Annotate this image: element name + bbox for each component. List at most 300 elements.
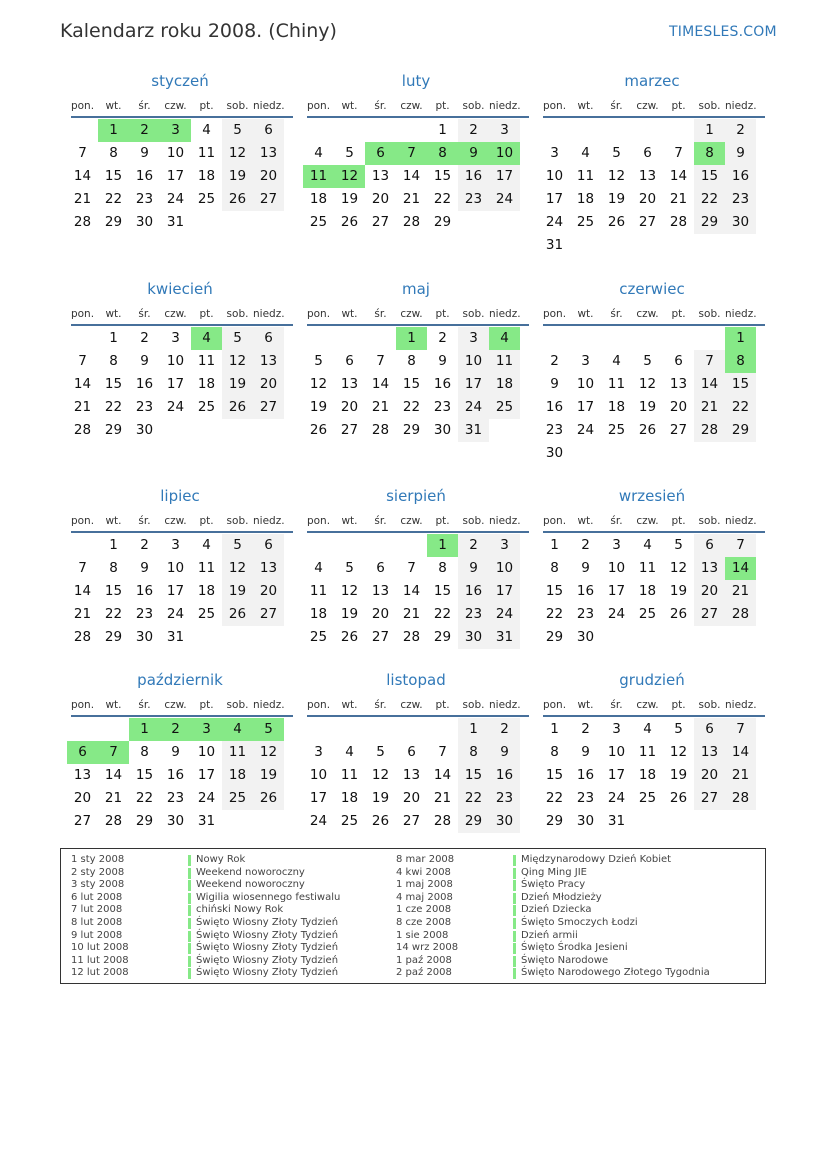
legend-holiday-name: Weekend noworoczny (196, 866, 305, 878)
day-cell: 26 (309, 422, 328, 438)
header-rule (307, 116, 529, 118)
weekday-header: pon. (306, 100, 331, 112)
day-cell: 8 (109, 560, 118, 576)
day-cell: 14 (433, 767, 452, 783)
header-rule (543, 715, 765, 717)
day-cell: 22 (104, 399, 123, 415)
day-cell: 25 (309, 214, 328, 230)
day-cell: 22 (104, 606, 123, 622)
day-cell: 22 (545, 606, 564, 622)
day-cell: 12 (371, 767, 390, 783)
legend-holiday-name: Dzień Młodzieży (521, 891, 602, 903)
weekday-header: niedz. (489, 699, 521, 711)
day-cell: 7 (674, 145, 683, 161)
weekday-header: niedz. (489, 515, 521, 527)
legend-marker (188, 968, 191, 979)
header-rule (71, 116, 293, 118)
day-cell: 29 (104, 214, 123, 230)
month-name: marzec (624, 72, 680, 90)
weekday-header: sob. (226, 308, 249, 320)
day-cell: 7 (438, 744, 447, 760)
day-cell: 13 (253, 350, 284, 373)
day-cell: 28 (402, 214, 421, 230)
weekday-header: wt. (577, 100, 594, 112)
day-cell: 30 (166, 813, 185, 829)
day-cell: 6 (376, 560, 385, 576)
day-cell: 19 (340, 606, 359, 622)
day-cell: 9 (581, 560, 590, 576)
day-cell: 5 (314, 353, 323, 369)
day-cell: 9 (438, 353, 447, 369)
header-rule (307, 715, 529, 717)
legend-holiday-name: Święto Pracy (521, 879, 586, 891)
weekday-header: śr. (610, 308, 623, 320)
day-cell: 18 (197, 168, 216, 184)
day-cell: 2 (438, 330, 447, 346)
day-cell: 1 (109, 537, 118, 553)
legend-date: 2 paź 2008 (396, 967, 452, 979)
month-name: lipiec (160, 487, 200, 505)
day-cell: 30 (545, 445, 564, 461)
day-cell: 27 (402, 813, 421, 829)
legend-date: 1 maj 2008 (396, 879, 453, 891)
holiday-day-cell: 12 (334, 165, 365, 188)
day-cell: 17 (309, 790, 328, 806)
day-cell: 13 (253, 142, 284, 165)
holiday-day-cell: 1 (129, 718, 160, 741)
day-cell: 26 (607, 214, 626, 230)
day-cell: 31 (489, 626, 520, 649)
day-cell: 4 (345, 744, 354, 760)
legend-holiday-name: Święto Wiosny Złoty Tydzień (196, 967, 339, 979)
day-cell: 14 (73, 376, 92, 392)
day-cell: 27 (371, 214, 390, 230)
day-cell: 8 (407, 353, 416, 369)
day-cell: 24 (489, 188, 520, 211)
day-cell: 12 (309, 376, 328, 392)
day-cell: 20 (669, 399, 688, 415)
day-cell: 20 (371, 191, 390, 207)
legend-date: 12 lut 2008 (71, 967, 129, 979)
holiday-day-cell: 6 (67, 741, 98, 764)
weekday-header: czw. (164, 100, 187, 112)
day-cell: 24 (197, 790, 216, 806)
day-cell: 17 (489, 165, 520, 188)
day-cell: 21 (669, 191, 688, 207)
month-name: listopad (386, 671, 446, 689)
day-cell: 21 (73, 191, 92, 207)
day-cell: 30 (433, 422, 452, 438)
day-cell: 21 (73, 606, 92, 622)
weekday-header: niedz. (253, 515, 285, 527)
day-cell: 1 (550, 537, 559, 553)
day-cell: 10 (166, 145, 185, 161)
legend-date: 6 lut 2008 (71, 891, 123, 903)
legend-holiday-name: Dzień armii (521, 929, 578, 941)
day-cell: 5 (376, 744, 385, 760)
legend-marker (513, 918, 516, 929)
holiday-day-cell: 8 (427, 142, 458, 165)
day-cell: 18 (576, 191, 595, 207)
day-cell: 8 (140, 744, 149, 760)
day-cell: 20 (253, 580, 284, 603)
day-cell: 20 (402, 790, 421, 806)
day-cell: 18 (309, 606, 328, 622)
day-cell: 9 (458, 557, 489, 580)
weekday-header: śr. (374, 308, 387, 320)
day-cell: 25 (197, 399, 216, 415)
day-cell: 25 (638, 790, 657, 806)
day-cell: 13 (371, 583, 390, 599)
day-cell: 18 (638, 767, 657, 783)
day-cell: 18 (197, 583, 216, 599)
day-cell: 10 (166, 353, 185, 369)
day-cell: 28 (694, 419, 725, 442)
day-cell: 6 (694, 534, 725, 557)
day-cell: 10 (489, 557, 520, 580)
day-cell: 7 (78, 145, 87, 161)
day-cell: 12 (669, 744, 688, 760)
day-cell: 31 (166, 629, 185, 645)
day-cell: 22 (545, 790, 564, 806)
day-cell: 19 (669, 767, 688, 783)
day-cell: 10 (458, 350, 489, 373)
day-cell: 6 (674, 353, 683, 369)
day-cell: 30 (576, 813, 595, 829)
day-cell: 12 (253, 741, 284, 764)
legend-holiday-name: Święto Narodowe (521, 954, 609, 966)
weekday-header: pon. (70, 699, 95, 711)
day-cell: 19 (222, 165, 253, 188)
day-cell: 29 (458, 810, 489, 833)
day-cell: 12 (222, 350, 253, 373)
day-cell: 6 (407, 744, 416, 760)
day-cell: 4 (314, 560, 323, 576)
day-cell: 5 (612, 145, 621, 161)
day-cell: 9 (140, 145, 149, 161)
legend-holiday-name: Święto Narodowego Złotego Tygodnia (521, 967, 710, 979)
day-cell: 17 (166, 168, 185, 184)
weekday-header: sob. (226, 515, 249, 527)
day-cell: 3 (489, 534, 520, 557)
day-cell: 23 (458, 188, 489, 211)
holiday-day-cell: 4 (489, 327, 520, 350)
day-cell: 2 (581, 721, 590, 737)
day-cell: 13 (638, 168, 657, 184)
weekday-header: pon. (542, 699, 567, 711)
day-cell: 27 (694, 603, 725, 626)
day-cell: 19 (222, 373, 253, 396)
day-cell: 6 (643, 145, 652, 161)
day-cell: 8 (109, 145, 118, 161)
day-cell: 22 (433, 606, 452, 622)
weekday-header: sob. (462, 515, 485, 527)
day-cell: 20 (73, 790, 92, 806)
legend-holiday-name: Święto Środka Jesieni (521, 942, 628, 954)
day-cell: 10 (576, 376, 595, 392)
day-cell: 25 (340, 813, 359, 829)
legend-date: 7 lut 2008 (71, 904, 123, 916)
day-cell: 16 (135, 376, 154, 392)
weekday-header: śr. (138, 100, 151, 112)
legend-marker (188, 893, 191, 904)
holiday-day-cell: 2 (129, 119, 160, 142)
weekday-header: wt. (577, 699, 594, 711)
day-cell: 29 (694, 211, 725, 234)
legend-holiday-name: chiński Nowy Rok (196, 904, 284, 916)
day-cell: 29 (433, 214, 452, 230)
day-cell: 26 (222, 188, 253, 211)
day-cell: 12 (222, 557, 253, 580)
day-cell: 15 (104, 376, 123, 392)
day-cell: 14 (73, 168, 92, 184)
brand-link[interactable]: TIMESLES.COM (669, 24, 777, 40)
day-cell: 1 (109, 330, 118, 346)
day-cell: 24 (576, 422, 595, 438)
day-cell: 14 (669, 168, 688, 184)
day-cell: 3 (314, 744, 323, 760)
day-cell: 26 (669, 606, 688, 622)
day-cell: 19 (371, 790, 390, 806)
day-cell: 25 (576, 214, 595, 230)
day-cell: 26 (253, 787, 284, 810)
holiday-day-cell: 8 (694, 142, 725, 165)
weekday-header: pt. (199, 308, 214, 320)
weekday-header: niedz. (489, 100, 521, 112)
legend-marker (513, 943, 516, 954)
day-cell: 21 (402, 606, 421, 622)
legend-marker (188, 918, 191, 929)
day-cell: 23 (458, 603, 489, 626)
day-cell: 27 (638, 214, 657, 230)
legend-date: 1 sie 2008 (396, 929, 449, 941)
day-cell: 18 (309, 191, 328, 207)
day-cell: 21 (694, 396, 725, 419)
legend-date: 11 lut 2008 (71, 954, 129, 966)
legend-holiday-name: Święto Wiosny Złoty Tydzień (196, 942, 339, 954)
day-cell: 23 (725, 188, 756, 211)
day-cell: 30 (576, 629, 595, 645)
weekday-header: czw. (164, 308, 187, 320)
day-cell: 10 (545, 168, 564, 184)
day-cell: 19 (222, 580, 253, 603)
weekday-header: czw. (636, 308, 659, 320)
weekday-header: pt. (435, 308, 450, 320)
day-cell: 11 (638, 560, 657, 576)
weekday-header: niedz. (725, 699, 757, 711)
legend-date: 10 lut 2008 (71, 942, 129, 954)
legend-holiday-name: Święto Wiosny Złoty Tydzień (196, 954, 339, 966)
day-cell: 21 (73, 399, 92, 415)
holiday-day-cell: 2 (160, 718, 191, 741)
weekday-header: pon. (70, 100, 95, 112)
day-cell: 18 (489, 373, 520, 396)
holiday-day-cell: 4 (191, 327, 222, 350)
day-cell: 4 (612, 353, 621, 369)
day-cell: 18 (197, 376, 216, 392)
legend-holiday-name: Święto Wiosny Złoty Tydzień (196, 917, 339, 928)
legend-marker (513, 956, 516, 967)
day-cell: 21 (402, 191, 421, 207)
day-cell: 11 (340, 767, 359, 783)
day-cell: 23 (545, 422, 564, 438)
day-cell: 1 (438, 122, 447, 138)
day-cell: 16 (576, 583, 595, 599)
day-cell: 12 (340, 583, 359, 599)
header-rule (307, 324, 529, 326)
legend-date: 2 sty 2008 (71, 866, 125, 878)
day-cell: 29 (104, 422, 123, 438)
day-cell: 28 (73, 629, 92, 645)
day-cell: 22 (135, 790, 154, 806)
legend-holiday-name: Święto Smoczych Łodzi (521, 917, 638, 928)
day-cell: 23 (135, 606, 154, 622)
day-cell: 5 (222, 327, 253, 350)
day-cell: 22 (104, 191, 123, 207)
day-cell: 23 (489, 787, 520, 810)
weekday-header: śr. (374, 100, 387, 112)
day-cell: 20 (694, 580, 725, 603)
day-cell: 12 (607, 168, 626, 184)
weekday-header: śr. (610, 100, 623, 112)
legend-date: 14 wrz 2008 (396, 942, 459, 954)
day-cell: 12 (222, 142, 253, 165)
day-cell: 5 (674, 721, 683, 737)
holiday-day-cell: 3 (191, 718, 222, 741)
day-cell: 15 (104, 583, 123, 599)
day-cell: 2 (458, 534, 489, 557)
day-cell: 3 (489, 119, 520, 142)
day-cell: 18 (222, 764, 253, 787)
day-cell: 25 (607, 422, 626, 438)
weekday-header: sob. (462, 699, 485, 711)
day-cell: 13 (253, 557, 284, 580)
weekday-header: śr. (138, 699, 151, 711)
day-cell: 2 (725, 119, 756, 142)
legend-date: 3 sty 2008 (71, 879, 125, 891)
weekday-header: śr. (374, 699, 387, 711)
day-cell: 17 (166, 376, 185, 392)
day-cell: 26 (371, 813, 390, 829)
month-name: kwiecień (147, 280, 213, 298)
month-name: maj (402, 280, 430, 298)
day-cell: 26 (222, 396, 253, 419)
holiday-day-cell: 11 (303, 165, 334, 188)
day-cell: 2 (489, 718, 520, 741)
day-cell: 31 (607, 813, 626, 829)
day-cell: 30 (489, 810, 520, 833)
legend-date: 4 kwi 2008 (396, 866, 451, 878)
day-cell: 10 (309, 767, 328, 783)
day-cell: 25 (638, 606, 657, 622)
day-cell: 16 (135, 583, 154, 599)
day-cell: 5 (222, 534, 253, 557)
day-cell: 25 (309, 629, 328, 645)
day-cell: 15 (545, 767, 564, 783)
day-cell: 29 (135, 813, 154, 829)
header-rule (71, 531, 293, 533)
weekday-header: wt. (577, 308, 594, 320)
weekday-header: pt. (199, 515, 214, 527)
day-cell: 28 (73, 214, 92, 230)
day-cell: 15 (433, 168, 452, 184)
day-cell: 22 (458, 787, 489, 810)
month-name: styczeń (151, 72, 209, 90)
weekday-header: pon. (70, 308, 95, 320)
day-cell: 11 (576, 168, 595, 184)
weekday-header: pt. (435, 100, 450, 112)
day-cell: 14 (402, 168, 421, 184)
day-cell: 5 (222, 119, 253, 142)
day-cell: 27 (253, 603, 284, 626)
day-cell: 10 (607, 744, 626, 760)
weekday-header: pt. (671, 308, 686, 320)
page-title: Kalendarz roku 2008. (Chiny) (60, 20, 337, 42)
weekday-header: pon. (542, 308, 567, 320)
weekday-header: śr. (610, 515, 623, 527)
holiday-day-cell: 7 (396, 142, 427, 165)
weekday-header: pon. (306, 515, 331, 527)
weekday-header: niedz. (253, 308, 285, 320)
legend-holiday-name: Wigilia wiosennego festiwalu (196, 891, 341, 903)
weekday-header: pt. (199, 100, 214, 112)
legend-holiday-name: Nowy Rok (196, 854, 246, 865)
day-cell: 11 (197, 560, 216, 576)
day-cell: 11 (638, 744, 657, 760)
weekday-header: wt. (105, 515, 122, 527)
day-cell: 15 (694, 165, 725, 188)
day-cell: 13 (669, 376, 688, 392)
day-cell: 12 (638, 376, 657, 392)
day-cell: 15 (433, 583, 452, 599)
day-cell: 22 (402, 399, 421, 415)
day-cell: 20 (340, 399, 359, 415)
holiday-day-cell: 5 (253, 718, 284, 741)
day-cell: 8 (550, 744, 559, 760)
day-cell: 29 (545, 629, 564, 645)
legend-marker (513, 905, 516, 916)
weekday-header: śr. (610, 699, 623, 711)
weekday-header: niedz. (725, 308, 757, 320)
day-cell: 27 (694, 787, 725, 810)
weekday-header: sob. (226, 100, 249, 112)
day-cell: 21 (371, 399, 390, 415)
day-cell: 7 (78, 560, 87, 576)
day-cell: 24 (458, 396, 489, 419)
day-cell: 7 (376, 353, 385, 369)
day-cell: 27 (253, 188, 284, 211)
weekday-header: pon. (306, 699, 331, 711)
day-cell: 25 (489, 396, 520, 419)
day-cell: 9 (581, 744, 590, 760)
legend-marker (513, 880, 516, 891)
day-cell: 24 (166, 191, 185, 207)
day-cell: 27 (340, 422, 359, 438)
day-cell: 10 (607, 560, 626, 576)
holiday-day-cell: 1 (98, 119, 129, 142)
weekday-header: pon. (542, 515, 567, 527)
day-cell: 17 (458, 373, 489, 396)
day-cell: 23 (576, 606, 595, 622)
day-cell: 24 (309, 813, 328, 829)
legend-date: 9 lut 2008 (71, 929, 123, 941)
day-cell: 15 (104, 168, 123, 184)
legend-holiday-name: Weekend noworoczny (196, 879, 305, 891)
day-cell: 3 (550, 145, 559, 161)
day-cell: 27 (669, 422, 688, 438)
day-cell: 23 (166, 790, 185, 806)
day-cell: 13 (340, 376, 359, 392)
